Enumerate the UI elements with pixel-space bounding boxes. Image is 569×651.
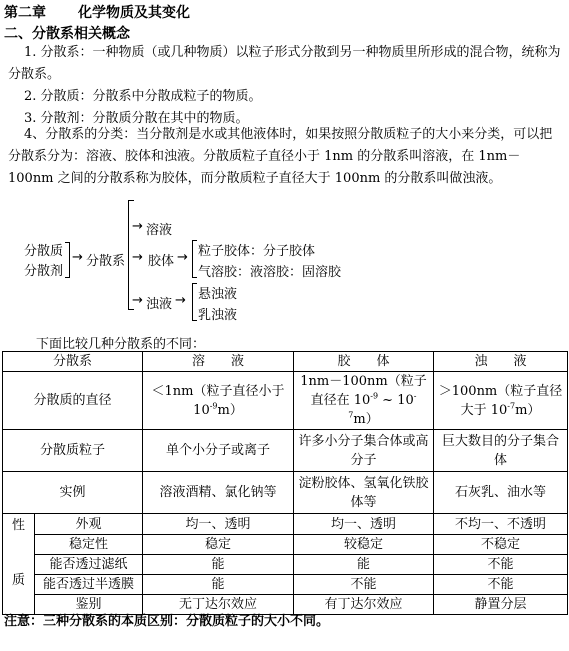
essential-difference-note: 注意：三种分散系的本质区别：分散质粒子的大小不同。 (4, 614, 330, 629)
chapter-title: 化学物质及其变化 (78, 5, 190, 21)
cell-solution-diameter: ＜1nm（粒子直径小于 $10^{-9}m$） (143, 372, 294, 430)
branch-colloid: 胶体 (148, 254, 175, 269)
chapter-number: 第二章 (4, 5, 46, 21)
suspension-type-emulsion: 乳浊液 (198, 308, 238, 323)
row-label-diameter: 分散质的直径 (3, 372, 143, 430)
diagram-system-label: 分散系 (86, 254, 126, 269)
prop-solution-identify: 无丁达尔效应 (143, 595, 294, 615)
table-row (3, 372, 568, 430)
branch-suspension: 浊液 (146, 297, 173, 312)
table-row (3, 472, 568, 514)
comparison-table (2, 351, 568, 615)
table-intro: 下面比较几种分散系的不同： (36, 337, 206, 352)
cell-suspension-diameter: ＞100nm（粒子直径大于 $10^{-7}m$） (434, 372, 568, 430)
prop-colloid-stability: 较稳定 (294, 535, 434, 555)
cell-solution-example: 溶液酒精、氯化钠等 (143, 472, 294, 514)
prop-label-membrane: 能否透过半透膜 (35, 575, 143, 595)
prop-solution-filter-paper: 能 (143, 555, 294, 575)
prop-colloid-identify: 有丁达尔效应 (294, 595, 434, 615)
cell-suspension-example: 石灰乳、油水等 (434, 472, 568, 514)
arrow-colloid-types-icon: → (177, 250, 188, 265)
prop-label-stability: 稳定性 (35, 535, 143, 555)
cell-suspension-particle: 巨大数目的分子集合体 (434, 430, 568, 472)
table-header-row (3, 352, 568, 372)
header-colloid: 胶 体 (294, 352, 434, 372)
header-solution: 溶 液 (143, 352, 294, 372)
diagram-dispersion-medium: 分散剂 (24, 264, 64, 279)
definition-dispersion-system: 1. 分散系：一种物质（或几种物质）以粒子形式分散到另一种物质里所形成的混合物，统称为分散系。 (8, 45, 561, 82)
prop-suspension-membrane: 不能 (434, 575, 568, 595)
table-row (3, 535, 568, 555)
property-group-char-top: 性 (11, 518, 25, 533)
property-group-label (3, 514, 35, 615)
definition-classification: 4、分散系的分类：当分散剂是水或其他液体时，如果按照分散质粒子的大小来分类，可以把分散系分为：溶液、胶体和浊液。分散质粒子直径小于 1nm 的分散系叫溶液，在 1nm－100nm 之间的分散系称为胶体，而分散质粒子直径大于 100nm 的分散系叫做浊液。 (8, 127, 553, 186)
section-title: 二、分散系相关概念 (4, 26, 130, 42)
suspension-brace (192, 283, 197, 321)
prop-suspension-stability: 不稳定 (434, 535, 568, 555)
prop-label-appearance: 外观 (35, 514, 143, 535)
row-label-example: 实例 (3, 472, 143, 514)
colloid-type-particle: 粒子胶体：分子胶体 (198, 244, 316, 259)
prop-suspension-identify: 静置分层 (434, 595, 568, 615)
table-row (3, 514, 568, 535)
diagram-arrow-icon: → (72, 250, 83, 265)
prop-solution-stability: 稳定 (143, 535, 294, 555)
prop-solution-membrane: 能 (143, 575, 294, 595)
arrow-colloid-icon: → (132, 250, 143, 265)
property-group-char-bottom: 质 (11, 573, 25, 588)
row-label-particle: 分散质粒子 (3, 430, 143, 472)
definition-dispersion-medium: 3. 分散剂：分散质分散在其中的物质。 (24, 111, 249, 126)
cell-colloid-diameter: 1nm－100nm（粒子直径在 $10^{-9}$ ~ $10^{-7}m$） (294, 372, 434, 430)
prop-label-filter-paper: 能否透过滤纸 (35, 555, 143, 575)
cell-solution-particle: 单个小分子或离子 (143, 430, 294, 472)
arrow-suspension-icon: → (132, 293, 143, 308)
prop-suspension-filter-paper: 不能 (434, 555, 568, 575)
table-row (3, 555, 568, 575)
cell-colloid-example: 淀粉胶体、氢氧化铁胶体等 (294, 472, 434, 514)
arrow-solution-icon: → (132, 219, 143, 234)
diagram-right-brace (65, 242, 70, 278)
branch-solution: 溶液 (146, 223, 173, 238)
prop-colloid-membrane: 不能 (294, 575, 434, 595)
header-suspension: 浊 液 (434, 352, 568, 372)
table-row (3, 575, 568, 595)
diagram-dispersed-phase: 分散质 (24, 244, 64, 259)
arrow-suspension-types-icon: → (175, 293, 186, 308)
prop-solution-appearance: 均一、透明 (143, 514, 294, 535)
prop-label-identify: 鉴别 (35, 595, 143, 615)
cell-colloid-particle: 许多小分子集合体或高分子 (294, 430, 434, 472)
colloid-brace (192, 240, 197, 278)
prop-colloid-appearance: 均一、透明 (294, 514, 434, 535)
prop-suspension-appearance: 不均一、不透明 (434, 514, 568, 535)
table-row (3, 430, 568, 472)
colloid-type-aerosol: 气溶胶：液溶胶：固溶胶 (198, 265, 342, 280)
prop-colloid-filter-paper: 能 (294, 555, 434, 575)
header-system: 分散系 (3, 352, 143, 372)
definition-dispersed-phase: 2. 分散质：分散系中分散成粒子的物质。 (24, 89, 262, 104)
suspension-type-suspension: 悬浊液 (198, 287, 238, 302)
